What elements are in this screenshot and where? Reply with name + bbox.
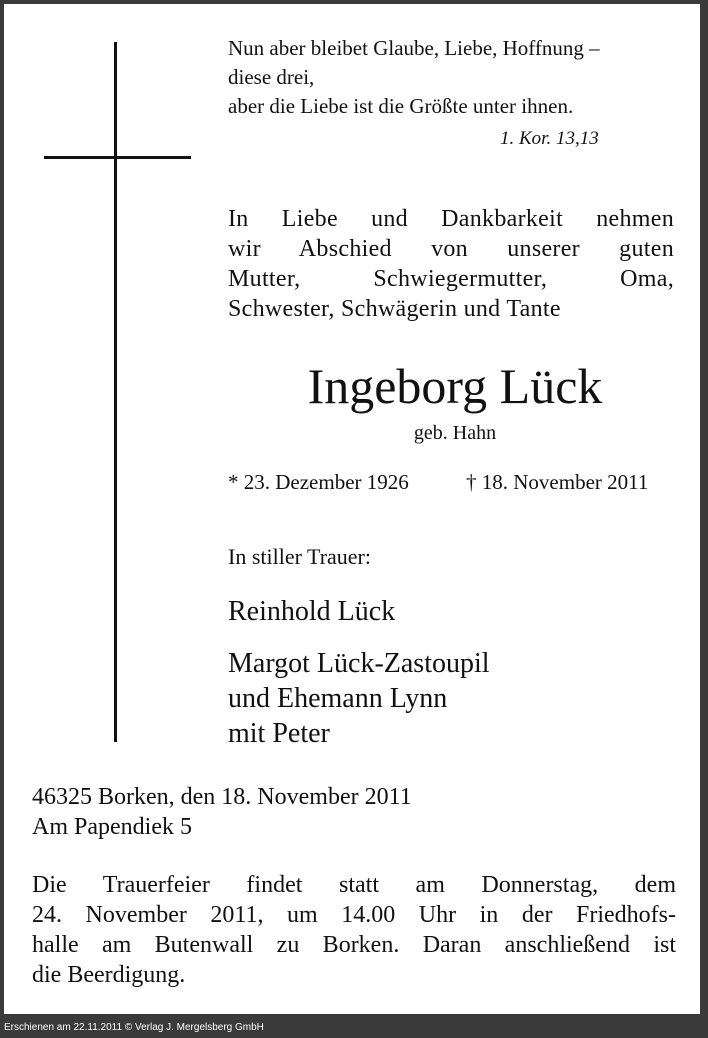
cross-icon-bar (44, 156, 191, 159)
funeral-line: die Beerdigung. (32, 962, 186, 988)
mourner-family (228, 646, 490, 751)
publisher-footer: Erschienen am 22.11.2011 © Verlag J. Mergelsberg GmbH (4, 1022, 264, 1033)
address-line: Am Papendiek 5 (32, 814, 192, 840)
funeral-info (32, 870, 676, 990)
intro-text (228, 204, 674, 324)
intro-line: In Liebe und Dankbarkeit nehmen (228, 206, 674, 232)
verse-line: diese drei, (228, 65, 315, 89)
cross-icon (114, 42, 117, 742)
mourner-line: Margot Lück-Zastoupil (228, 648, 490, 679)
mourning-heading: In stiller Trauer: (228, 544, 371, 569)
deceased-name: Ingeborg Lück (307, 358, 603, 414)
funeral-line: Die Trauerfeier findet statt am Donnerstag, dem (32, 872, 676, 898)
mourner-line: und Ehemann Lynn (228, 683, 448, 714)
verse-reference: 1. Kor. 13,13 (500, 128, 599, 149)
verse-line: aber die Liebe ist die Größte unter ihnen. (228, 94, 574, 118)
mourner-line: mit Peter (228, 718, 330, 749)
address-line: 46325 Borken, den 18. November 2011 (32, 784, 412, 810)
intro-line: Mutter, Schwiegermutter, Oma, (228, 266, 674, 292)
birth-date: * 23. Dezember 1926 (228, 470, 409, 494)
intro-line: Schwester, Schwägerin und Tante (228, 296, 561, 322)
funeral-line: halle am Butenwall zu Borken. Daran anschließend ist (32, 932, 676, 958)
address-block (32, 782, 412, 842)
birth-name: geb. Hahn (413, 422, 497, 444)
funeral-line: 24. November 2011, um 14.00 Uhr in der Friedhofs- (32, 902, 676, 928)
intro-line: wir Abschied von unserer guten (228, 236, 674, 262)
mourner-name: Reinhold Lück (228, 596, 396, 627)
verse-line: Nun aber bleibet Glaube, Liebe, Hoffnung – (228, 36, 600, 60)
death-date: † 18. November 2011 (466, 470, 649, 494)
obituary-notice (4, 4, 700, 1014)
bible-verse (228, 34, 600, 121)
